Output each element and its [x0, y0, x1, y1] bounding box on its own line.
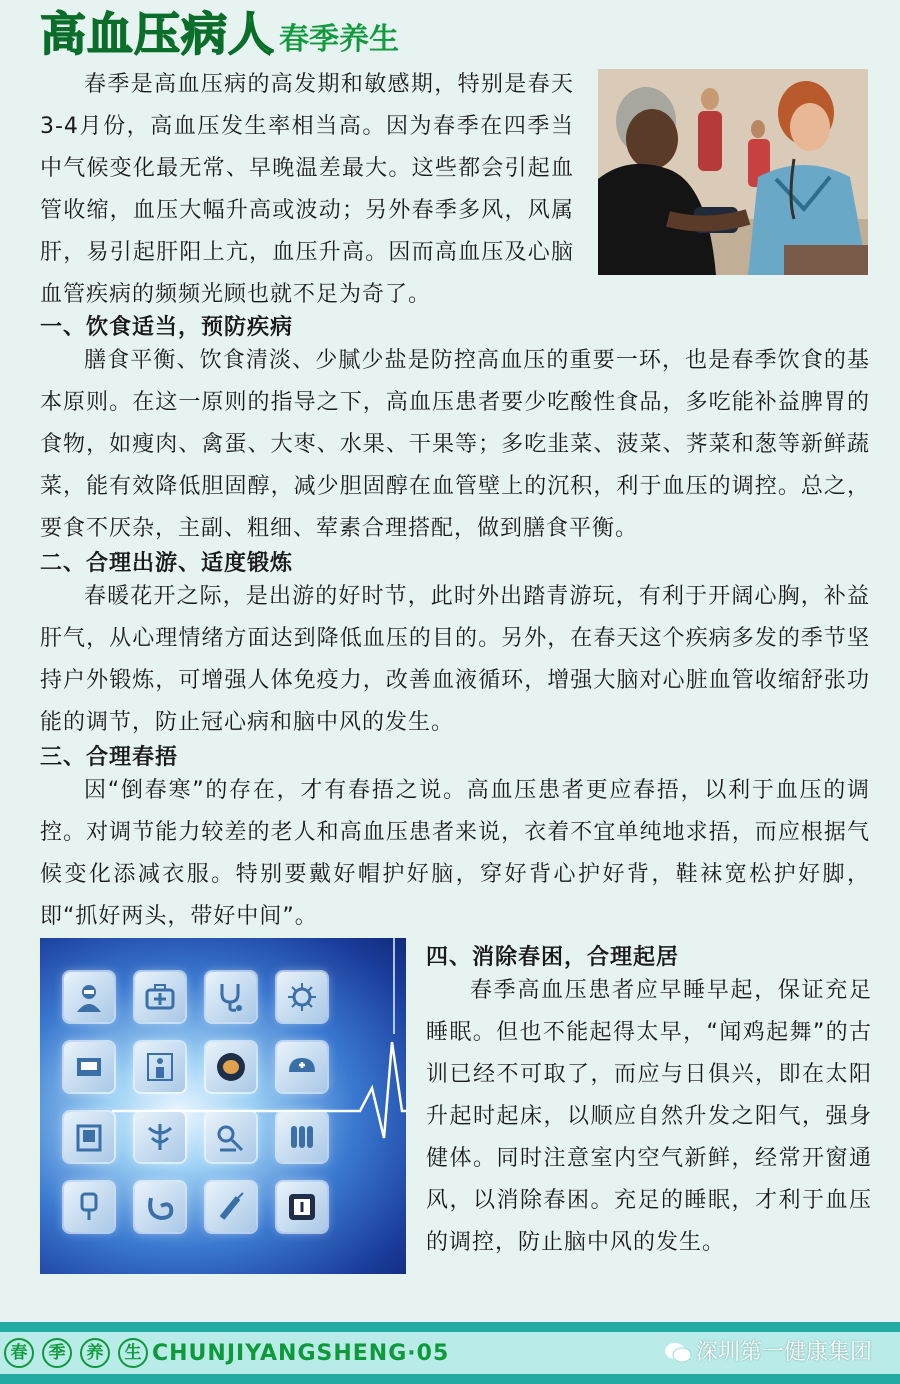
- footer-label: CHUNJIYANGSHENG·05: [152, 1341, 450, 1366]
- microscope-icon: [206, 1112, 256, 1162]
- patient-icon: [135, 1042, 185, 1092]
- section-heading-exercise: 二、合理出游、适度锻炼: [40, 551, 294, 576]
- test-tubes-icon: [277, 1112, 327, 1162]
- wechat-icon: [664, 1341, 692, 1365]
- section-body-clothing: 因“倒春寒”的存在，才有春捂之说。高血压患者更应春捂，以利于血压的调控。对调节能力较差的老人和高血压患者来说，衣着不宜单纯地求捂，而应根据气候变化添减衣服。特别要戴好帽护好脑，穿好背心护好背，鞋袜宽松护好脚，即“抓好两头，带好中间”。: [40, 778, 870, 929]
- brain-icon: [206, 1042, 256, 1092]
- footer-seal-char: 春: [4, 1338, 34, 1368]
- virus-icon: [277, 972, 327, 1022]
- footer-seal-char: 季: [42, 1338, 72, 1368]
- section-body-diet: 膳食平衡、饮食清淡、少腻少盐是防控高血压的重要一环，也是春季饮食的基本原则。在这一原则的指导之下，高血压患者要少吃酸性食品，多吃能补益脾胃的食物，如瘦肉、禽蛋、大枣、水果、干果等；多吃韭菜、菠菜、荠菜和葱等新鲜蔬菜，能有效降低胆固醇，减少胆固醇在血管壁上的沉积，利于血压的调控。总之，要食不厌杂，主副、粗细、荤素合理搭配，做到膳食平衡。: [40, 348, 870, 541]
- hospital-bed-icon: [64, 1042, 114, 1092]
- section-heading-sleep: 四、消除春困，合理起居: [426, 945, 680, 970]
- xray-icon: [64, 1112, 114, 1162]
- photo-illustration: [598, 69, 868, 275]
- elevator-icon: [277, 1182, 327, 1232]
- iv-drip-icon: [64, 1182, 114, 1232]
- stethoscope-icon: [206, 972, 256, 1022]
- section-heading-clothing: 三、合理春捂: [40, 745, 179, 770]
- medical-icons-image: [40, 938, 406, 1274]
- page-header: [40, 6, 399, 62]
- stomach-icon: [135, 1182, 185, 1232]
- syringe-icon: [206, 1182, 256, 1232]
- section-body-sleep: 春季高血压患者应早睡早起，保证充足睡眠。但也不能起得太早，“闻鸡起舞”的古训已经不可取了，而应与日俱兴，即在太阳升起时起床，以顺应自然升发之阳气，强身健体。同时注意室内空气新鲜，经常开窗通风，以消除春困。充足的睡眠，才利于血压的调控，防止脑中风的发生。: [426, 978, 872, 1255]
- intro-paragraph: 春季是高血压病的高发期和敏感期，特别是春天3-4月份，高血压发生率相当高。因为春季在四季当中气候变化最无常、早晚温差最大。这些都会引起血管收缩，血压大幅升高或波动；另外春季多风，风属肝，易引起肝阳上亢，血压升高。因而高血压及心脑血管疾病的频频光顾也就不足为奇了。: [40, 72, 574, 307]
- nurse-cap-icon: [277, 1042, 327, 1092]
- page-subtitle: 春季养生: [279, 22, 399, 57]
- blood-pressure-photo: [598, 69, 868, 275]
- page-title: 高血压病人: [40, 7, 275, 61]
- page-footer: [0, 1322, 900, 1384]
- footer-watermark: 深圳第一健康集团: [696, 1340, 873, 1365]
- medical-kit-icon: [135, 972, 185, 1022]
- section-heading-diet: 一、饮食适当，预防疾病: [40, 315, 294, 340]
- doctor-icon: [64, 972, 114, 1022]
- footer-band: [0, 1332, 900, 1374]
- footer-seal-char: 养: [80, 1338, 110, 1368]
- section-body-exercise: 春暖花开之际，是出游的好时节，此时外出踏青游玩，有利于开阔心胸，补益肝气，从心理情绪方面达到降低血压的目的。另外，在春天这个疾病多发的季节坚持户外锻炼，可增强人体免疫力，改善血液循环，增强大脑对心脏血管收缩舒张功能的调节，防止冠心病和脑中风的发生。: [40, 584, 870, 735]
- footer-seal-char: 生: [118, 1338, 148, 1368]
- caduceus-icon: [135, 1112, 185, 1162]
